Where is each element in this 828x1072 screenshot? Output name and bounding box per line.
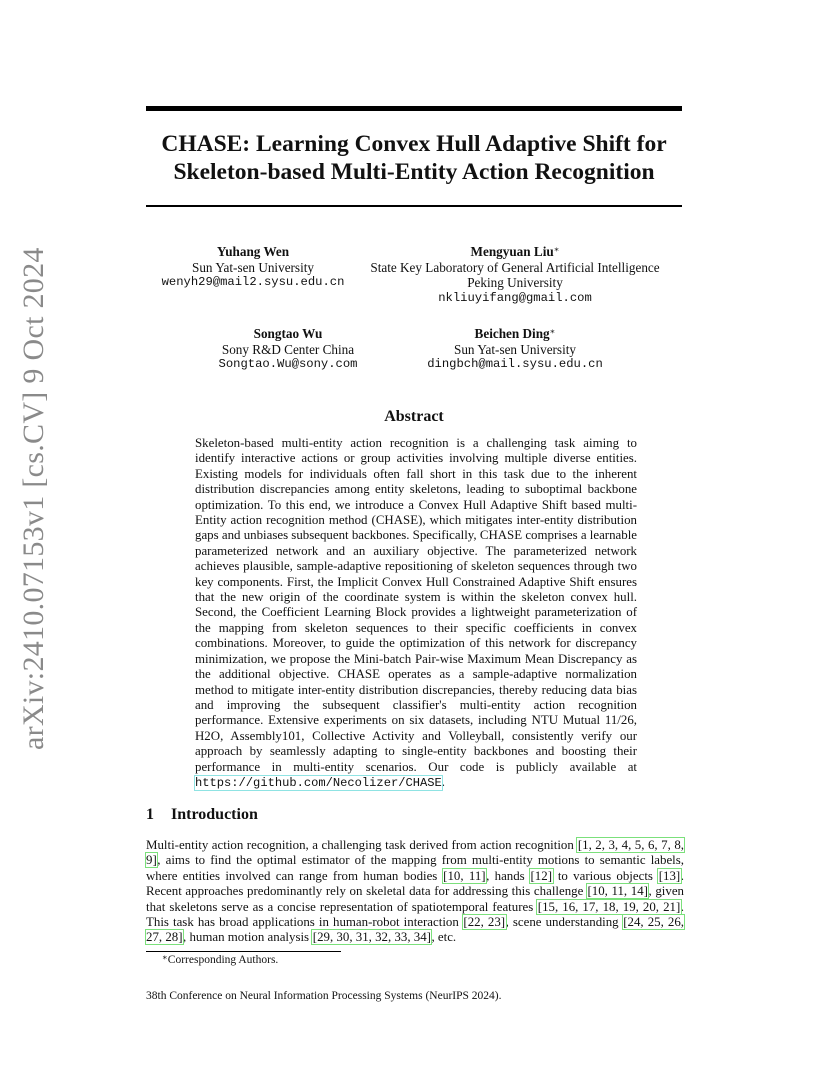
citation-link[interactable]: [15, 16, 17, 18, 19, 20, 21] xyxy=(537,899,681,914)
citation-link[interactable]: [24, 25, 26, 27, 28] xyxy=(146,915,685,945)
citation-link[interactable]: [22, 23] xyxy=(463,915,506,930)
arxiv-stamp: arXiv:2410.07153v1 [cs.CV] 9 Oct 2024 xyxy=(17,247,50,750)
author-affiliation: State Key Laboratory of General Artificial Intelligence xyxy=(370,259,660,275)
author-block-1 xyxy=(153,244,353,291)
author-name xyxy=(360,244,670,260)
citation-link[interactable]: [12] xyxy=(530,868,552,883)
author-email: nkliuyifang@gmail.com xyxy=(438,290,592,305)
author-block-4 xyxy=(420,326,610,373)
author-name xyxy=(420,326,610,342)
abstract-body xyxy=(195,436,637,791)
footnote-rule xyxy=(146,951,341,952)
intro-text: , aims to find the optimal estimator of the mapping from multi-entity motions to semantic labels, where entities involved can range from human bodies xyxy=(146,853,684,883)
section-number: 1 xyxy=(146,806,154,823)
citation-link[interactable]: [10, 11] xyxy=(443,868,486,883)
section-heading xyxy=(146,806,258,824)
abstract-end: . xyxy=(441,774,445,789)
citation-link[interactable]: [13] xyxy=(658,868,681,883)
author-affiliation: Sony R&D Center China xyxy=(221,341,355,357)
introduction-paragraph xyxy=(146,838,684,946)
intro-text: . Recent approaches predominantly rely on skeletal data for addressing this challenge xyxy=(146,868,684,899)
author-block-2 xyxy=(360,244,670,306)
author-email: Songtao.Wu@sony.com xyxy=(218,357,358,371)
abstract-text: Skeleton-based multi-entity action recognition is a challenging task aiming to identify interactive actions or group activities involving multiple diverse entities. Existing models for individuals often fall short in this task due to the inherent distribution discrepancies among entity skeletons, leading to suboptimal backbone optimization. To this end, we introduce a Convex Hull Adaptive Shift based multi-Entity action recognition method (CHASE), which mitigates inter-entity distribution gaps and unbiases subsequent backbones. Specifically, CHASE comprises a learnable parameterized network and an auxiliary objective. The parameterized network achieves plausible, sample-adaptive repositioning of skeleton sequences through two key components. First, the Implicit Convex Hull Constrained Adaptive Shift ensures that the new origin of the coordinate system is within the skeleton convex hull. Second, the Coefficient Learning Block provides a lightweight parameterization of the mapping from skeleton sequences to their specific coefficients in convex combinations. Moreover, to guide the optimization of this network for discrepancy minimization, we propose the Mini-batch Pair-wise Maximum Mean Discrepancy as the additional objective. CHASE operates as a sample-adaptive normalization method to mitigate inter-entity distribution discrepancies, thereby reducing data bias and improving the subsequent classifier's multi-entity action recognition performance. Extensive experiments on six datasets, including NTU Mutual 11/26, H2O, Assembly101, Collective Activity and Volleyball, consistently verify our approach by seamlessly adapting to single-entity backbones and boosting their performance in multi-entity scenarios. Our code is publicly available at xyxy=(195,436,637,774)
author-affiliation: Peking University xyxy=(467,275,563,290)
title-line-2: Skeleton-based Multi-Entity Action Recognition xyxy=(173,159,655,185)
code-repository-link[interactable]: https://github.com/Necolizer/CHASE xyxy=(195,775,442,790)
author-affiliation: Sun Yat-sen University xyxy=(192,259,314,275)
title-line-1: CHASE: Learning Convex Hull Adaptive Shift for xyxy=(161,131,667,157)
footnote xyxy=(162,954,278,966)
citation-link[interactable]: [10, 11, 14] xyxy=(587,884,648,899)
section-title: Introduction xyxy=(171,806,258,823)
author-email: wenyh29@mail2.sysu.edu.cn xyxy=(161,275,345,289)
author-mark: ∗ xyxy=(553,244,560,254)
intro-text: , scene understanding xyxy=(505,915,619,930)
author-name: Yuhang Wen xyxy=(216,244,290,259)
intro-text: Multi-entity action recognition, a challenging task derived from action recognition xyxy=(146,838,574,852)
author-mark: ∗ xyxy=(549,326,556,336)
author-name-text: Mengyuan Liu xyxy=(470,244,554,259)
intro-text: , hands xyxy=(486,868,525,883)
title-top-rule xyxy=(146,106,682,111)
citation-link[interactable]: [29, 30, 31, 32, 33, 34] xyxy=(312,930,431,945)
author-email: dingbch@mail.sysu.edu.cn xyxy=(427,357,603,371)
intro-text: to various objects xyxy=(557,868,653,883)
footnote-mark: ∗ xyxy=(162,952,168,962)
paper-title xyxy=(146,130,682,186)
author-name-text: Beichen Ding xyxy=(474,326,550,341)
title-bottom-rule xyxy=(146,205,682,207)
author-affiliation: Sun Yat-sen University xyxy=(454,341,576,357)
author-name: Songtao Wu xyxy=(253,326,323,341)
intro-text: , etc. xyxy=(431,930,457,945)
citation-link[interactable]: [1, 2, 3, 4, 5, 6, 7, 8, 9] xyxy=(146,838,684,868)
footnote-text: Corresponding Authors. xyxy=(167,954,279,966)
intro-text: , given that skeletons serve as a concise representation of spatiotemporal features xyxy=(146,884,684,914)
abstract-heading: Abstract xyxy=(384,408,444,425)
intro-text: . This task has broad applications in human-robot interaction xyxy=(146,899,684,930)
venue-footer: 38th Conference on Neural Information Processing Systems (NeurIPS 2024). xyxy=(146,990,502,1002)
author-block-3 xyxy=(188,326,388,373)
intro-text: , human motion analysis xyxy=(183,930,310,945)
